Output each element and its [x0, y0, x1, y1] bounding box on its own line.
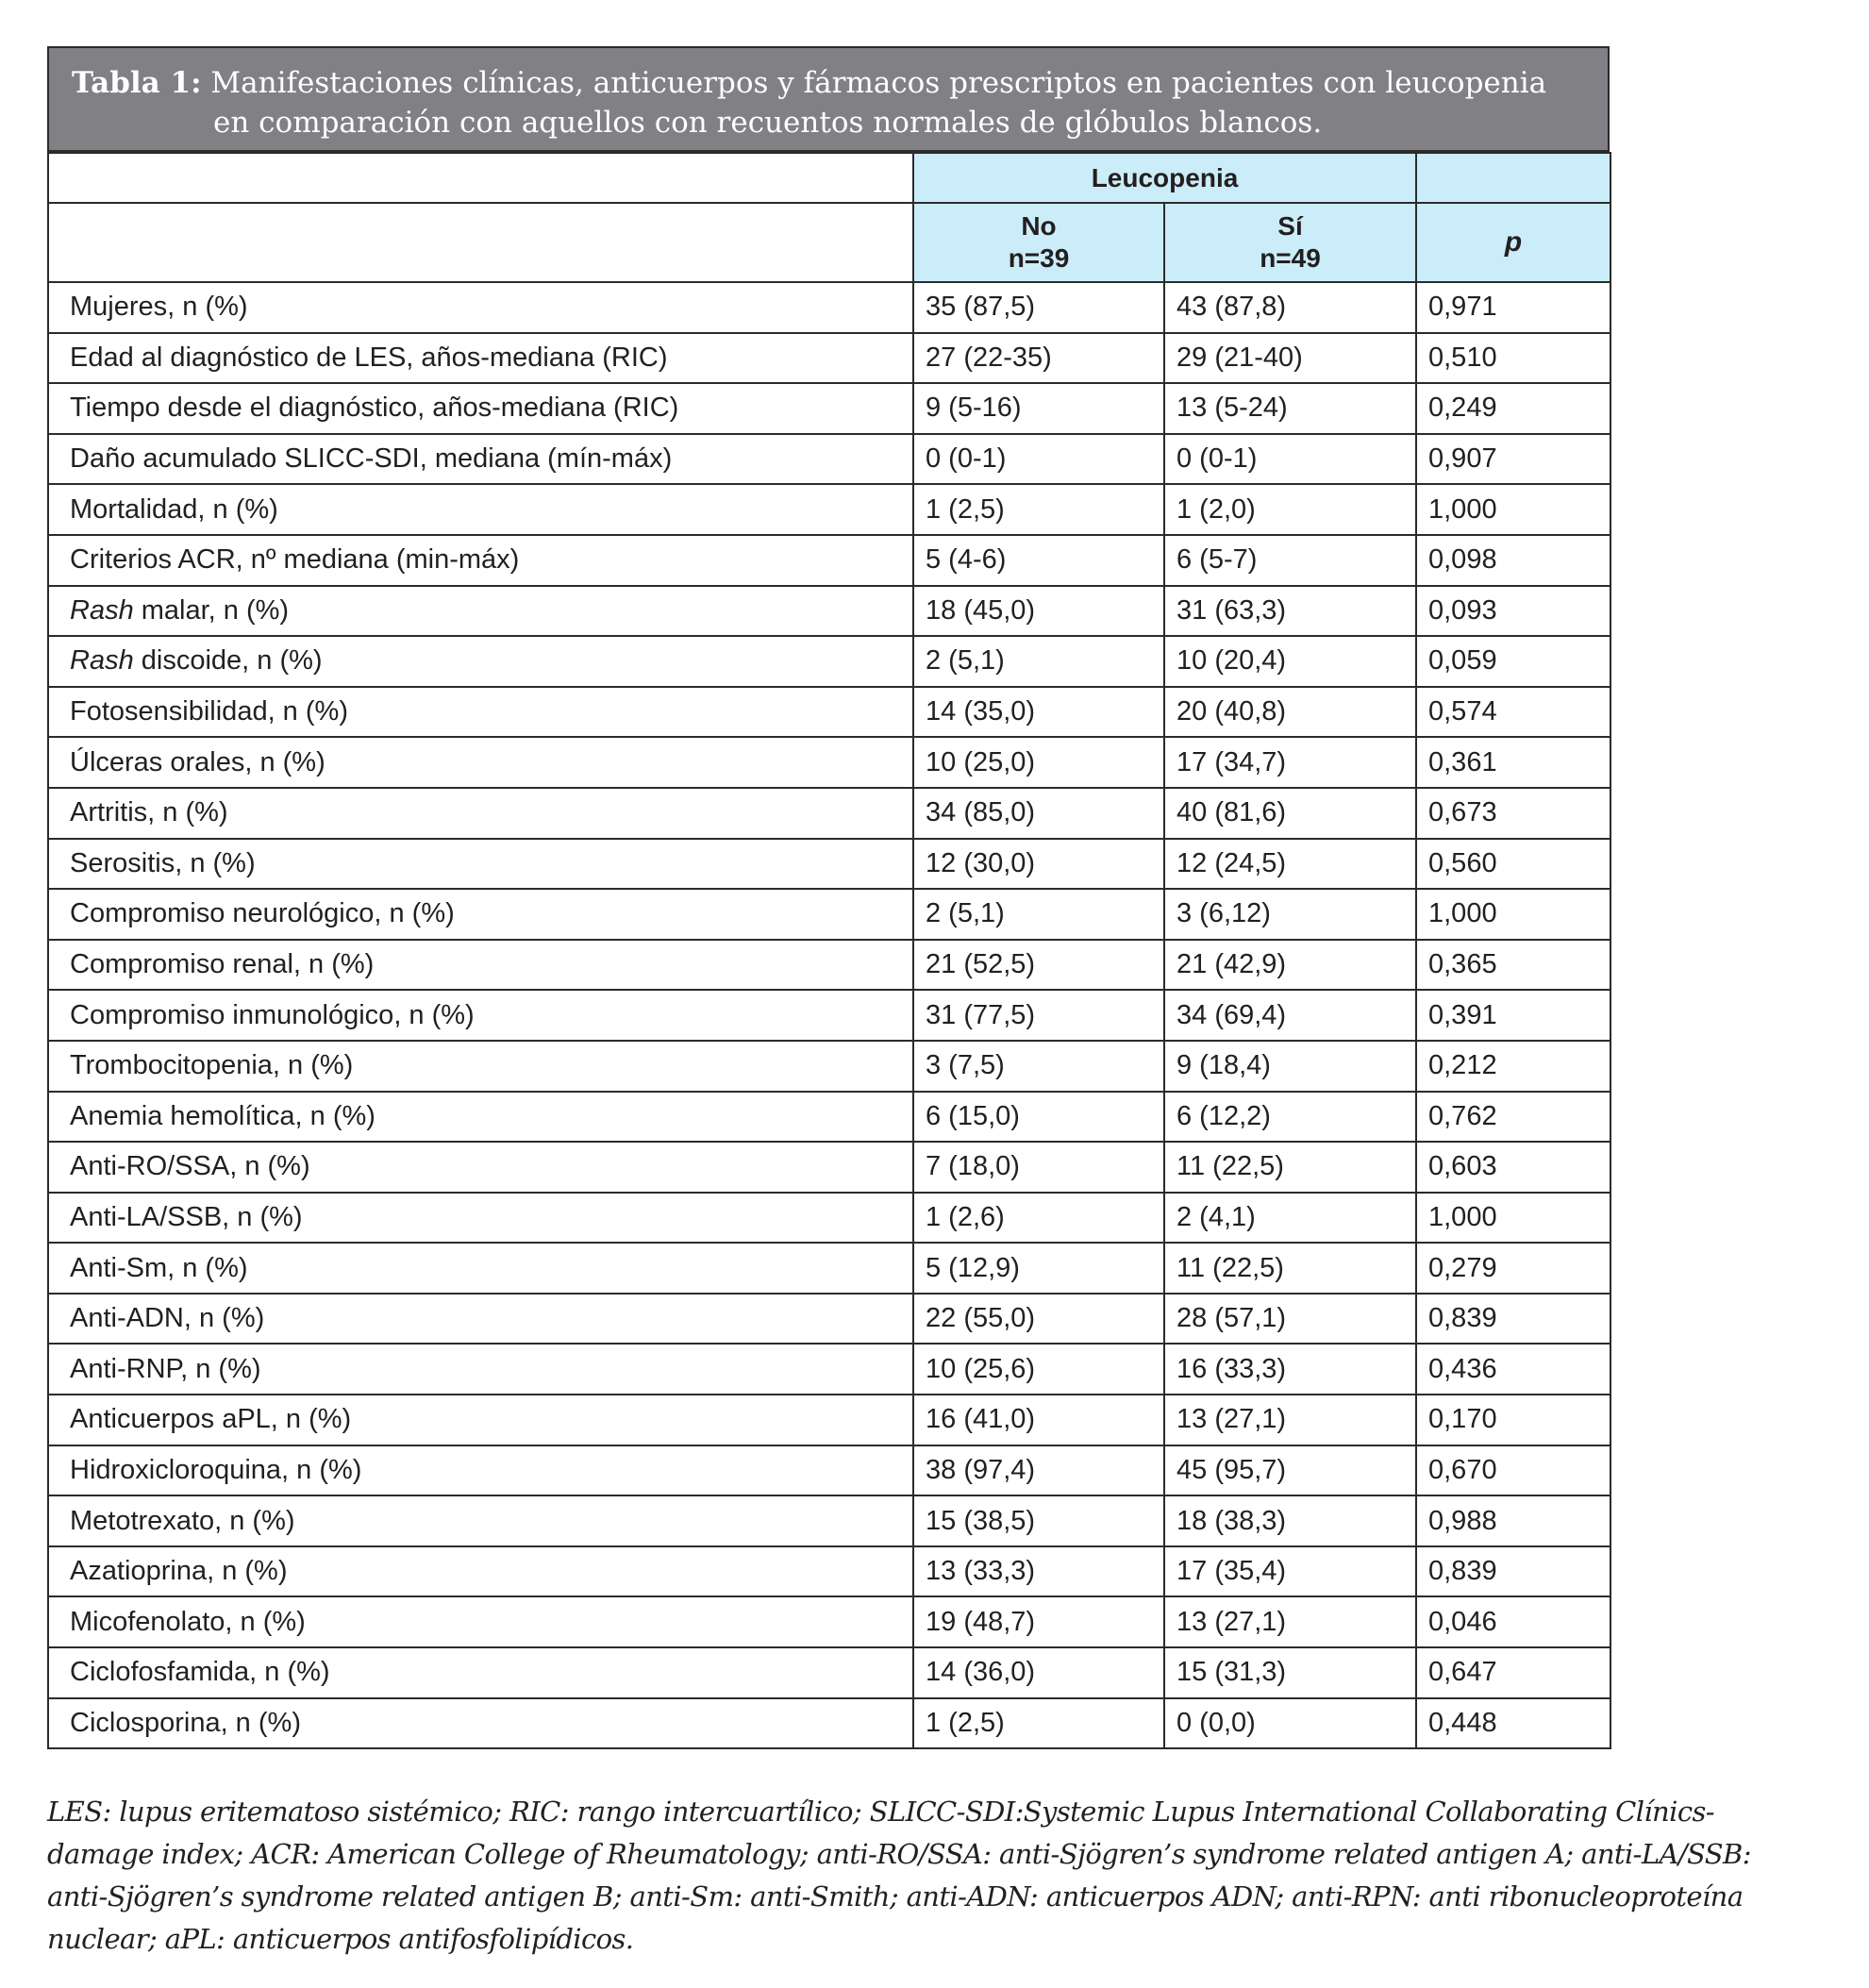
row-label	[48, 687, 913, 738]
cell-p: 0,046	[1416, 1596, 1610, 1647]
cell-no: 31 (77,5)	[913, 990, 1164, 1041]
row-label	[48, 1142, 913, 1193]
row-label-text: Serositis, n (%)	[70, 847, 256, 878]
header-si	[1164, 203, 1416, 282]
cell-no: 2 (5,1)	[913, 636, 1164, 687]
footnote-line: nuclear; aPL: anticuerpos antifosfolipídicos.	[47, 1923, 634, 1955]
cell-p: 0,510	[1416, 333, 1610, 384]
row-label-text: Tiempo desde el diagnóstico, años-mediana (RIC)	[70, 393, 679, 424]
row-label-text: malar, n (%)	[133, 594, 290, 626]
cell-no: 16 (41,0)	[913, 1395, 1164, 1445]
cell-no: 1 (2,5)	[913, 484, 1164, 535]
cell-p: 0,436	[1416, 1344, 1610, 1395]
row-label-text: Trombocitopenia, n (%)	[70, 1050, 354, 1081]
cell-si: 16 (33,3)	[1164, 1344, 1416, 1395]
cropped-preceding-text	[0, 0, 1869, 11]
cell-no: 9 (5-16)	[913, 383, 1164, 434]
table-row	[48, 383, 1610, 434]
row-label	[48, 940, 913, 991]
row-label-text: Mujeres, n (%)	[70, 292, 248, 323]
row-label-text: Criterios ACR, nº mediana (min-máx)	[70, 544, 520, 576]
cell-p: 0,971	[1416, 282, 1610, 333]
header-no-n: n=39	[1008, 243, 1070, 273]
row-label-text: Anti-RO/SSA, n (%)	[70, 1151, 310, 1182]
table-caption-label: Tabla 1:	[72, 66, 202, 100]
table-row	[48, 1445, 1610, 1496]
cell-si: 18 (38,3)	[1164, 1495, 1416, 1546]
row-label	[48, 839, 913, 890]
table-caption-line1: Manifestaciones clínicas, anticuerpos y fármacos prescriptos en pacientes con leucopenia	[210, 66, 1547, 100]
row-label	[48, 1495, 913, 1546]
table-row	[48, 990, 1610, 1041]
cell-si: 1 (2,0)	[1164, 484, 1416, 535]
cell-p: 0,279	[1416, 1243, 1610, 1294]
table-row	[48, 1495, 1610, 1546]
cell-p: 0,249	[1416, 383, 1610, 434]
cell-no: 5 (12,9)	[913, 1243, 1164, 1294]
header-row-columns	[48, 203, 1610, 282]
cell-si: 13 (5-24)	[1164, 383, 1416, 434]
cell-p: 0,670	[1416, 1445, 1610, 1496]
cell-no: 7 (18,0)	[913, 1142, 1164, 1193]
row-label	[48, 1395, 913, 1445]
table-row	[48, 333, 1610, 384]
cell-si: 11 (22,5)	[1164, 1142, 1416, 1193]
header-p-value: p	[1416, 203, 1610, 282]
row-label-text: Metotrexato, n (%)	[70, 1505, 295, 1536]
cell-p: 1,000	[1416, 484, 1610, 535]
cell-p: 0,647	[1416, 1647, 1610, 1698]
cell-si: 17 (34,7)	[1164, 737, 1416, 788]
table-caption-line2: en comparación con aquellos con recuentos normales de glóbulos blancos.	[213, 106, 1323, 140]
table-row	[48, 586, 1610, 637]
cell-no: 22 (55,0)	[913, 1294, 1164, 1345]
cell-no: 38 (97,4)	[913, 1445, 1164, 1496]
cell-si: 3 (6,12)	[1164, 889, 1416, 940]
row-label	[48, 1193, 913, 1244]
table-row	[48, 1344, 1610, 1395]
footnote-line: damage index; ACR: American College of Rheumatology; anti-RO/SSA: anti-Sjögren’s syndrome related antigen A; anti-LA/SSB:	[47, 1838, 1751, 1870]
header-si-n: n=49	[1260, 243, 1321, 273]
cell-no: 3 (7,5)	[913, 1041, 1164, 1092]
row-label	[48, 1546, 913, 1597]
row-label	[48, 1092, 913, 1143]
row-label-text: Anti-Sm, n (%)	[70, 1252, 248, 1283]
row-label-text: Artritis, n (%)	[70, 797, 228, 828]
row-label-text: Anti-LA/SSB, n (%)	[70, 1201, 303, 1232]
table-row	[48, 940, 1610, 991]
row-label-text: Compromiso neurológico, n (%)	[70, 898, 455, 929]
cell-si: 13 (27,1)	[1164, 1395, 1416, 1445]
cell-p: 0,093	[1416, 586, 1610, 637]
row-label	[48, 737, 913, 788]
header-no	[913, 203, 1164, 282]
cell-si: 17 (35,4)	[1164, 1546, 1416, 1597]
table-row	[48, 788, 1610, 839]
cell-no: 1 (2,5)	[913, 1698, 1164, 1749]
cell-p: 1,000	[1416, 1193, 1610, 1244]
row-label	[48, 333, 913, 384]
row-label-text: Anti-ADN, n (%)	[70, 1303, 265, 1334]
header-blank-p-cell	[1416, 153, 1610, 203]
row-label-text: Hidroxicloroquina, n (%)	[70, 1454, 362, 1485]
cell-si: 2 (4,1)	[1164, 1193, 1416, 1244]
cell-si: 29 (21-40)	[1164, 333, 1416, 384]
cell-p: 0,907	[1416, 434, 1610, 485]
row-label	[48, 889, 913, 940]
cell-si: 45 (95,7)	[1164, 1445, 1416, 1496]
cell-no: 12 (30,0)	[913, 839, 1164, 890]
header-si-label: Sí	[1277, 211, 1303, 241]
table-row	[48, 282, 1610, 333]
table-row	[48, 839, 1610, 890]
row-label	[48, 1445, 913, 1496]
table-row	[48, 1041, 1610, 1092]
cell-no: 6 (15,0)	[913, 1092, 1164, 1143]
row-label	[48, 1243, 913, 1294]
row-label-text: Edad al diagnóstico de LES, años-mediana (RIC)	[70, 342, 668, 373]
cell-no: 35 (87,5)	[913, 282, 1164, 333]
cell-p: 0,839	[1416, 1294, 1610, 1345]
cell-p: 0,059	[1416, 636, 1610, 687]
cell-si: 10 (20,4)	[1164, 636, 1416, 687]
cell-p: 0,762	[1416, 1092, 1610, 1143]
row-label-text: Úlceras orales, n (%)	[70, 746, 325, 777]
cell-no: 19 (48,7)	[913, 1596, 1164, 1647]
row-label	[48, 1596, 913, 1647]
row-label	[48, 434, 913, 485]
cell-p: 0,448	[1416, 1698, 1610, 1749]
row-label-text: Anemia hemolítica, n (%)	[70, 1100, 375, 1131]
cell-si: 21 (42,9)	[1164, 940, 1416, 991]
cell-p: 0,361	[1416, 737, 1610, 788]
table-row	[48, 434, 1610, 485]
table-row	[48, 737, 1610, 788]
cell-no: 13 (33,3)	[913, 1546, 1164, 1597]
row-label	[48, 383, 913, 434]
table-row	[48, 1395, 1610, 1445]
table-row	[48, 484, 1610, 535]
table-footnote	[47, 1791, 1840, 1961]
cell-si: 28 (57,1)	[1164, 1294, 1416, 1345]
table-body	[48, 282, 1610, 1748]
row-label-text: Compromiso renal, n (%)	[70, 949, 375, 980]
cell-si: 40 (81,6)	[1164, 788, 1416, 839]
row-label	[48, 535, 913, 586]
table-row	[48, 1294, 1610, 1345]
cell-si: 13 (27,1)	[1164, 1596, 1416, 1647]
header-no-label: No	[1021, 211, 1057, 241]
table-row	[48, 1243, 1610, 1294]
cell-si: 31 (63,3)	[1164, 586, 1416, 637]
table-row	[48, 1698, 1610, 1749]
cell-no: 15 (38,5)	[913, 1495, 1164, 1546]
row-label	[48, 1647, 913, 1698]
cell-p: 0,170	[1416, 1395, 1610, 1445]
table-row	[48, 535, 1610, 586]
row-label-text: discoide, n (%)	[133, 645, 323, 677]
cell-no: 5 (4-6)	[913, 535, 1164, 586]
row-label	[48, 484, 913, 535]
row-label-text: Micofenolato, n (%)	[70, 1606, 306, 1637]
cell-no: 14 (35,0)	[913, 687, 1164, 738]
table-row	[48, 1193, 1610, 1244]
cell-si: 6 (5-7)	[1164, 535, 1416, 586]
table-row	[48, 1546, 1610, 1597]
row-label-text: Compromiso inmunológico, n (%)	[70, 999, 475, 1030]
cell-si: 43 (87,8)	[1164, 282, 1416, 333]
table-row	[48, 1092, 1610, 1143]
row-label-text: Ciclosporina, n (%)	[70, 1707, 301, 1738]
row-label	[48, 586, 913, 637]
row-label-text: Anti-RNP, n (%)	[70, 1353, 261, 1384]
cell-no: 27 (22-35)	[913, 333, 1164, 384]
cell-si: 9 (18,4)	[1164, 1041, 1416, 1092]
header-leucopenia: Leucopenia	[913, 153, 1416, 203]
row-label-italic: Rash	[70, 645, 134, 677]
cell-no: 21 (52,5)	[913, 940, 1164, 991]
cell-no: 10 (25,0)	[913, 737, 1164, 788]
row-label	[48, 1698, 913, 1749]
row-label	[48, 1294, 913, 1345]
cell-si: 12 (24,5)	[1164, 839, 1416, 890]
cell-no: 0 (0-1)	[913, 434, 1164, 485]
cell-si: 6 (12,2)	[1164, 1092, 1416, 1143]
cell-p: 0,212	[1416, 1041, 1610, 1092]
row-label-text: Anticuerpos aPL, n (%)	[70, 1404, 352, 1435]
cell-p: 0,603	[1416, 1142, 1610, 1193]
header-blank-cell	[48, 203, 913, 282]
cell-no: 2 (5,1)	[913, 889, 1164, 940]
row-label	[48, 1041, 913, 1092]
table-row	[48, 636, 1610, 687]
cell-p: 0,391	[1416, 990, 1610, 1041]
cell-si: 34 (69,4)	[1164, 990, 1416, 1041]
footnote-line: LES: lupus eritematoso sistémico; RIC: rango intercuartílico; SLICC-SDI:Systemic Lupus International Collaborating Clínics-	[47, 1796, 1714, 1828]
row-label-italic: Rash	[70, 594, 134, 626]
cell-p: 1,000	[1416, 889, 1610, 940]
row-label	[48, 788, 913, 839]
cell-si: 11 (22,5)	[1164, 1243, 1416, 1294]
table-1	[47, 46, 1610, 1749]
cell-no: 14 (36,0)	[913, 1647, 1164, 1698]
cell-p: 0,098	[1416, 535, 1610, 586]
cell-p: 0,560	[1416, 839, 1610, 890]
row-label	[48, 636, 913, 687]
cell-si: 0 (0-1)	[1164, 434, 1416, 485]
row-label	[48, 990, 913, 1041]
table-row	[48, 1142, 1610, 1193]
cell-p: 0,365	[1416, 940, 1610, 991]
row-label-text: Fotosensibilidad, n (%)	[70, 696, 348, 727]
table-row	[48, 889, 1610, 940]
cell-si: 15 (31,3)	[1164, 1647, 1416, 1698]
cell-p: 0,988	[1416, 1495, 1610, 1546]
cell-si: 20 (40,8)	[1164, 687, 1416, 738]
header-blank-cell	[48, 153, 913, 203]
cell-p: 0,839	[1416, 1546, 1610, 1597]
table-row	[48, 1647, 1610, 1698]
row-label	[48, 1344, 913, 1395]
table-row	[48, 687, 1610, 738]
cell-no: 18 (45,0)	[913, 586, 1164, 637]
cell-si: 0 (0,0)	[1164, 1698, 1416, 1749]
row-label-text: Daño acumulado SLICC-SDI, mediana (mín-máx)	[70, 443, 673, 475]
data-table	[47, 152, 1611, 1749]
cell-p: 0,574	[1416, 687, 1610, 738]
cell-no: 10 (25,6)	[913, 1344, 1164, 1395]
footnote-line: anti-Sjögren’s syndrome related antigen B; anti-Sm: anti-Smith; anti-ADN: anticuerpos ADN; anti-RPN: anti ribonucleoproteína	[47, 1880, 1744, 1913]
cell-no: 1 (2,6)	[913, 1193, 1164, 1244]
row-label-text: Azatioprina, n (%)	[70, 1556, 288, 1587]
table-row	[48, 1596, 1610, 1647]
cell-p: 0,673	[1416, 788, 1610, 839]
row-label-text: Ciclofosfamida, n (%)	[70, 1657, 330, 1688]
row-label-text: Mortalidad, n (%)	[70, 493, 278, 525]
row-label	[48, 282, 913, 333]
table-caption	[47, 46, 1610, 152]
header-row-group	[48, 153, 1610, 203]
cell-no: 34 (85,0)	[913, 788, 1164, 839]
